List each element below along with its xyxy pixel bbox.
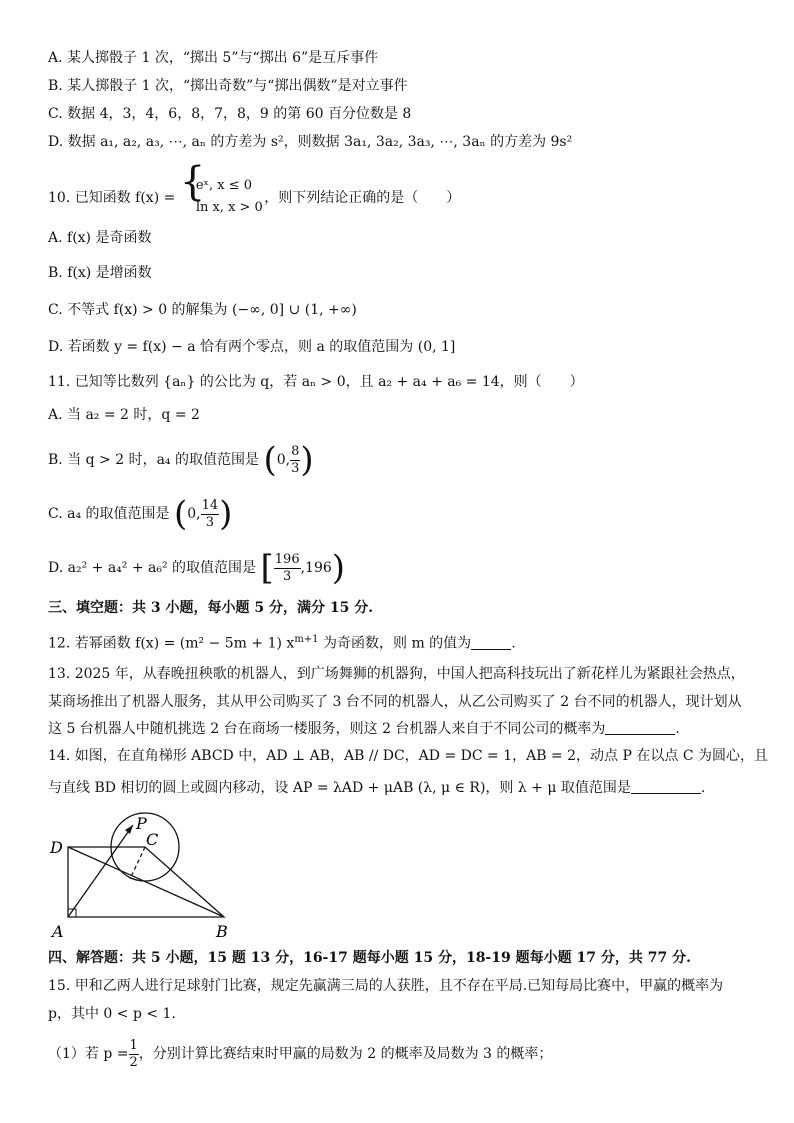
q11-option-b: B. 当 q > 2 时，a₄ 的取值范围是 (0, $\frac{8}{3}$ ) <box>48 440 314 480</box>
arrowhead-icon <box>125 825 133 834</box>
piecewise-brace <box>179 159 263 218</box>
label-c: C <box>146 830 159 849</box>
q13-line-3: 这 5 台机器人中随机挑选 2 台在商场一楼服务，则这 2 台机器人来自于不同公司的概率为 . <box>48 721 680 737</box>
q11-option-c: C. a₄ 的取值范围是 (0, $\frac{14}{3}$ ) <box>48 494 233 534</box>
q12-prefix: 12. 若幂函数 f(x) = (m² − 5m + 1) x <box>48 635 295 652</box>
brace-icon: { <box>179 159 206 205</box>
section-3-heading: 三、填空题：共 3 小题，每小题 5 分，满分 15 分. <box>48 600 374 616</box>
q11-b-prefix: B. 当 q > 2 时，a₄ 的取值范围是 <box>48 452 259 468</box>
q15-line-1: 15. 甲和乙两人进行足球射门比赛，规定先赢满三局的人获胜，且不存在平局.已知每局比赛中，甲赢的概率为 <box>48 978 724 994</box>
label-a: A <box>52 922 64 941</box>
q10-stem <box>48 159 461 218</box>
q14-answer-blank <box>631 779 701 794</box>
vector-ap <box>68 825 133 917</box>
trapezoid-figure <box>40 805 240 945</box>
label-p: P <box>136 814 147 833</box>
q15-fraction: $\frac{1}{2}$ <box>129 1037 138 1070</box>
q15-part-1: （1）若 p = $\frac{1}{2}$ ，分别计算比赛结束时甲赢的局数为 2 的概率及局数为 3 的概率； <box>48 1037 553 1070</box>
q10-case-1: eˣ, x ≤ 0 <box>195 178 253 193</box>
q11-c-fraction: $\frac{14}{3}$ <box>201 497 219 530</box>
q11-c-prefix: C. a₄ 的取值范围是 <box>48 506 170 522</box>
question-12: 12. 若幂函数 f(x) = (m² − 5m + 1) $x^{m+1}$ 为奇函数，则 m 的值为 . <box>48 634 516 652</box>
q10-case-2: ln x, x > 0 <box>195 200 263 215</box>
label-d: D <box>50 838 63 857</box>
q10-option-c: C. 不等式 f(x) > 0 的解集为 (−∞, 0] ∪ (1, +∞) <box>48 302 357 318</box>
q11-stem: 11. 已知等比数列 {aₙ} 的公比为 q，若 aₙ > 0，且 a₂ + a₄ + a₆ = 14，则（ ） <box>48 374 584 390</box>
q11-option-a: A. 当 a₂ = 2 时，q = 2 <box>48 407 200 423</box>
q11-option-d: D. a₂² + a₄² + a₆² 的取值范围是 [ $\frac{196}{3}$ ,196) <box>48 548 346 588</box>
q14-line-2: 与直线 BD 相切的圆上或圆内移动，设 AP = λAD + μAB (λ, μ ∈ R)，则 λ + μ 取值范围是 . <box>48 780 706 796</box>
q10-option-d: D. 若函数 y = f(x) − a 恰有两个零点，则 a 的取值范围为 (0, 1] <box>48 339 456 355</box>
q15-line-2: p，其中 0 < p < 1. <box>48 1006 176 1022</box>
q12-answer-blank <box>471 635 511 650</box>
q9-option-c: C. 数据 4，3，4，6，8，7，8，9 的第 60 百分位数是 8 <box>48 106 412 122</box>
q13-answer-blank <box>605 720 675 735</box>
tangent-radius <box>130 847 145 879</box>
q10-option-a: A. f(x) 是奇函数 <box>48 230 152 246</box>
q10-stem-prefix: 10. 已知函数 f(x) = <box>48 190 176 206</box>
q10-stem-suffix: ，则下列结论正确的是（ ） <box>264 190 461 206</box>
q9-option-d: D. 数据 a₁, a₂, a₃, ⋯, aₙ 的方差为 s²，则数据 3a₁, 3a₂, 3a₃, ⋯, 3aₙ 的方差为 9s² <box>48 134 573 150</box>
section-4-heading: 四、解答题：共 5 小题，15 题 13 分，16-17 题每小题 15 分，18-19 题每小题 17 分，共 77 分. <box>48 950 691 966</box>
q10-option-b: B. f(x) 是增函数 <box>48 265 152 281</box>
q9-option-a: A. 某人掷骰子 1 次，“掷出 5”与“掷出 6”是互斥事件 <box>48 50 379 66</box>
q12-exponent: m+1 <box>294 634 319 645</box>
q11-d-fraction: $\frac{196}{3}$ <box>274 551 300 584</box>
q9-option-b: B. 某人掷骰子 1 次，“掷出奇数”与“掷出偶数”是对立事件 <box>48 78 408 94</box>
label-b: B <box>216 922 228 941</box>
q14-line-1: 14. 如图，在直角梯形 ABCD 中，AD ⊥ AB，AB // DC，AD = DC = 1，AB = 2，动点 P 在以点 C 为圆心，且 <box>48 748 768 764</box>
q13-line-2: 某商场推出了机器人服务，其从甲公司购买了 3 台不同的机器人，从乙公司购买了 2 台不同的机器人，现计划从 <box>48 694 742 710</box>
q12-suffix: 为奇函数，则 m 的值为 <box>318 635 472 652</box>
q11-b-fraction: $\frac{8}{3}$ <box>291 443 300 476</box>
q13-line-1: 13. 2025 年，从春晚扭秧歌的机器人，到广场舞狮的机器狗，中国人把高科技玩出了新花样儿为紧跟社会热点， <box>48 666 745 682</box>
q11-d-prefix: D. a₂² + a₄² + a₆² 的取值范围是 <box>48 560 257 576</box>
diagonal-bd <box>68 847 224 917</box>
